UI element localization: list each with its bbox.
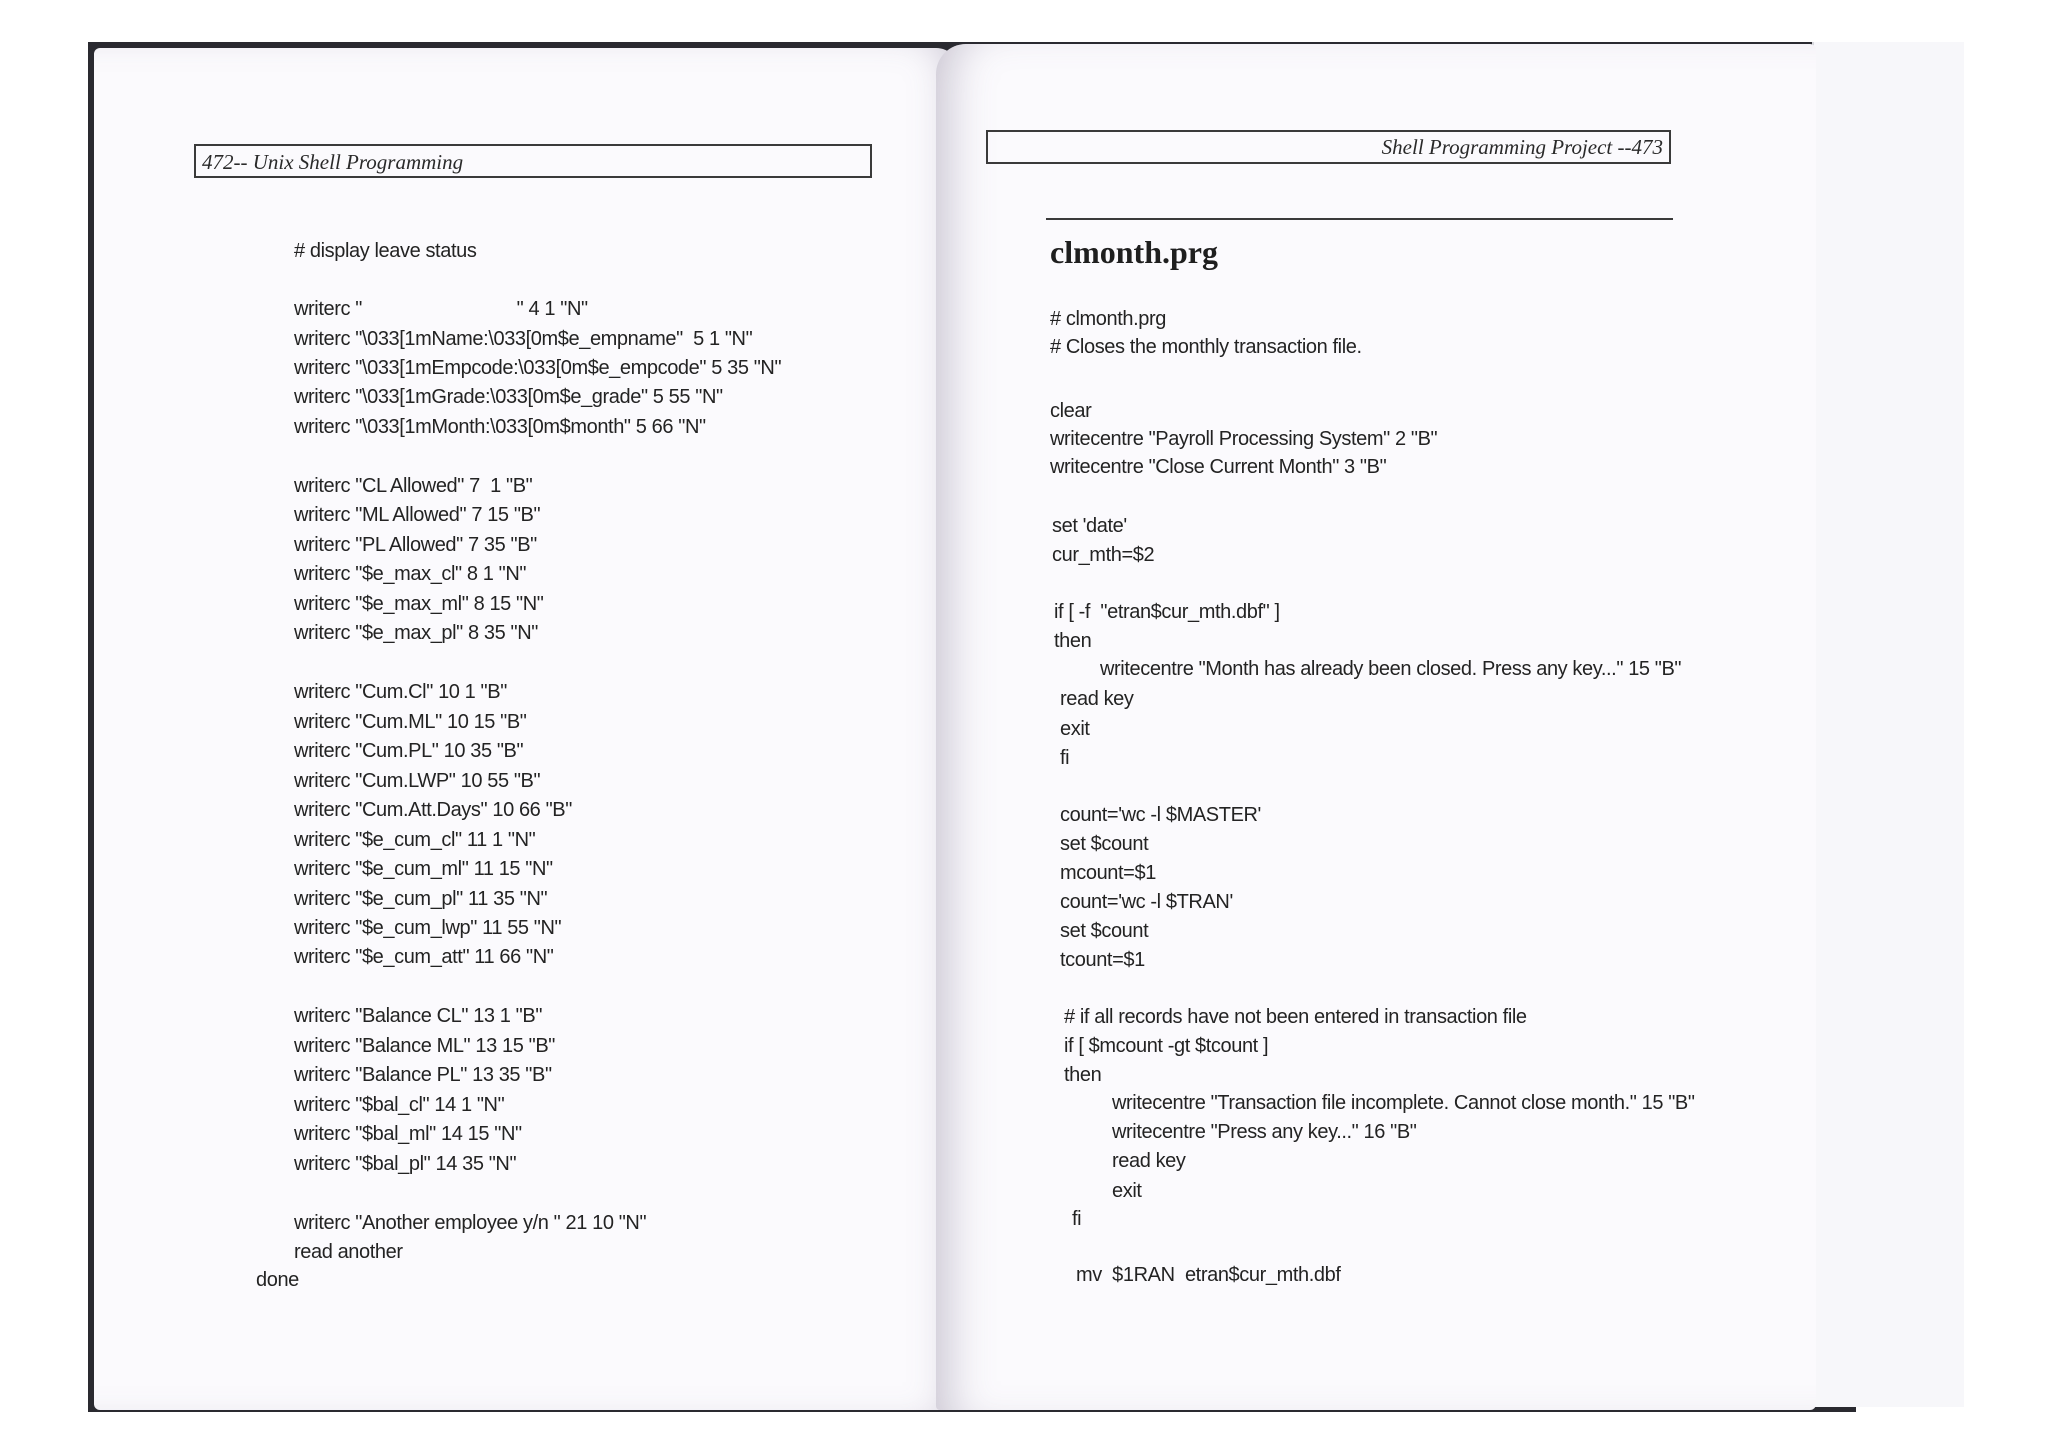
code-line: writerc "CL Allowed" 7 1 "B" [294, 475, 533, 497]
code-line: writerc "Balance CL" 13 1 "B" [294, 1005, 543, 1027]
code-line: writecentre "Close Current Month" 3 "B" [1050, 456, 1387, 478]
code-line: then [1054, 630, 1092, 652]
code-line: clear [1050, 400, 1092, 422]
code-line: writecentre "Transaction file incomplete. Cannot close month." 15 "B" [1112, 1092, 1695, 1114]
code-line: writerc "$bal_ml" 14 15 "N" [294, 1123, 522, 1145]
code-line: writerc "$e_cum_ml" 11 15 "N" [294, 858, 553, 880]
code-line: read key [1060, 688, 1134, 710]
code-line: writecentre "Press any key..." 16 "B" [1112, 1121, 1417, 1143]
code-line: writecentre "Month has already been closed. Press any key..." 15 "B" [1100, 658, 1682, 680]
code-line: writerc "\033[1mGrade:\033[0m$e_grade" 5 55 "N" [294, 386, 723, 408]
code-line: writerc "Cum.Cl" 10 1 "B" [294, 681, 507, 703]
code-line: writerc "$e_cum_att" 11 66 "N" [294, 946, 554, 968]
section-title: clmonth.prg [1050, 234, 1218, 270]
code-line: set $count [1060, 833, 1149, 855]
code-line: writerc "Balance PL" 13 35 "B" [294, 1064, 552, 1086]
code-line: writerc "$e_cum_pl" 11 35 "N" [294, 888, 548, 910]
code-line: # clmonth.prg [1050, 308, 1166, 330]
code-line: writerc "$bal_cl" 14 1 "N" [294, 1094, 505, 1116]
code-line: mcount=$1 [1060, 862, 1156, 884]
code-line: mv $1RAN etran$cur_mth.dbf [1076, 1264, 1341, 1286]
code-line: writerc "Cum.Att.Days" 10 66 "B" [294, 799, 572, 821]
code-line: read key [1112, 1150, 1186, 1172]
code-line: writerc "$e_cum_lwp" 11 55 "N" [294, 917, 562, 939]
code-line: # if all records have not been entered in transaction file [1064, 1006, 1527, 1028]
right-page [936, 44, 1816, 1410]
right-code-listing [936, 44, 1816, 1410]
code-line: then [1064, 1064, 1102, 1086]
code-line: fi [1072, 1208, 1082, 1230]
code-line: fi [1060, 747, 1070, 769]
code-line: writerc "\033[1mMonth:\033[0m$month" 5 66 "N" [294, 416, 706, 438]
code-line: writerc "\033[1mName:\033[0m$e_empname" 5 1 "N" [294, 328, 753, 350]
code-line: writerc " " 4 1 "N" [294, 298, 588, 320]
code-line: # Closes the monthly transaction file. [1050, 336, 1362, 358]
code-line: set 'date' [1052, 515, 1127, 537]
code-line: writerc "ML Allowed" 7 15 "B" [294, 504, 541, 526]
code-line: exit [1060, 718, 1090, 740]
code-line: writerc "PL Allowed" 7 35 "B" [294, 534, 537, 556]
left-page [94, 48, 960, 1410]
code-line: writerc "$e_cum_cl" 11 1 "N" [294, 829, 536, 851]
right-running-head: Shell Programming Project --473 [986, 130, 1671, 164]
code-line: read another [294, 1241, 403, 1263]
code-line: writerc "Cum.ML" 10 15 "B" [294, 711, 527, 733]
left-running-head: 472-- Unix Shell Programming [194, 144, 872, 178]
code-line: # display leave status [294, 240, 477, 262]
code-line: if [ $mcount -gt $tcount ] [1064, 1035, 1269, 1057]
code-line: count='wc -l $TRAN' [1060, 891, 1233, 913]
code-line: count='wc -l $MASTER' [1060, 804, 1261, 826]
code-line: writerc "$e_max_pl" 8 35 "N" [294, 622, 538, 644]
code-line: exit [1112, 1180, 1142, 1202]
code-line: cur_mth=$2 [1052, 544, 1155, 566]
code-line: writerc "$e_max_ml" 8 15 "N" [294, 593, 544, 615]
code-line: if [ -f "etran$cur_mth.dbf" ] [1054, 601, 1280, 623]
code-line: writerc "Cum.PL" 10 35 "B" [294, 740, 524, 762]
code-line: done [256, 1269, 299, 1291]
code-line: writerc "\033[1mEmpcode:\033[0m$e_empcode" 5 35 "N" [294, 357, 782, 379]
code-line: tcount=$1 [1060, 949, 1145, 971]
code-line: writerc "Balance ML" 13 15 "B" [294, 1035, 555, 1057]
code-line: writerc "Cum.LWP" 10 55 "B" [294, 770, 541, 792]
code-line: writecentre "Payroll Processing System" 2 "B" [1050, 428, 1438, 450]
code-line: set $count [1060, 920, 1149, 942]
code-line: writerc "$e_max_cl" 8 1 "N" [294, 563, 527, 585]
stray-page-edge [1812, 42, 1964, 1407]
left-code-listing [94, 48, 960, 1410]
code-line: writerc "Another employee y/n " 21 10 "N" [294, 1212, 647, 1234]
code-line: writerc "$bal_pl" 14 35 "N" [294, 1153, 517, 1175]
